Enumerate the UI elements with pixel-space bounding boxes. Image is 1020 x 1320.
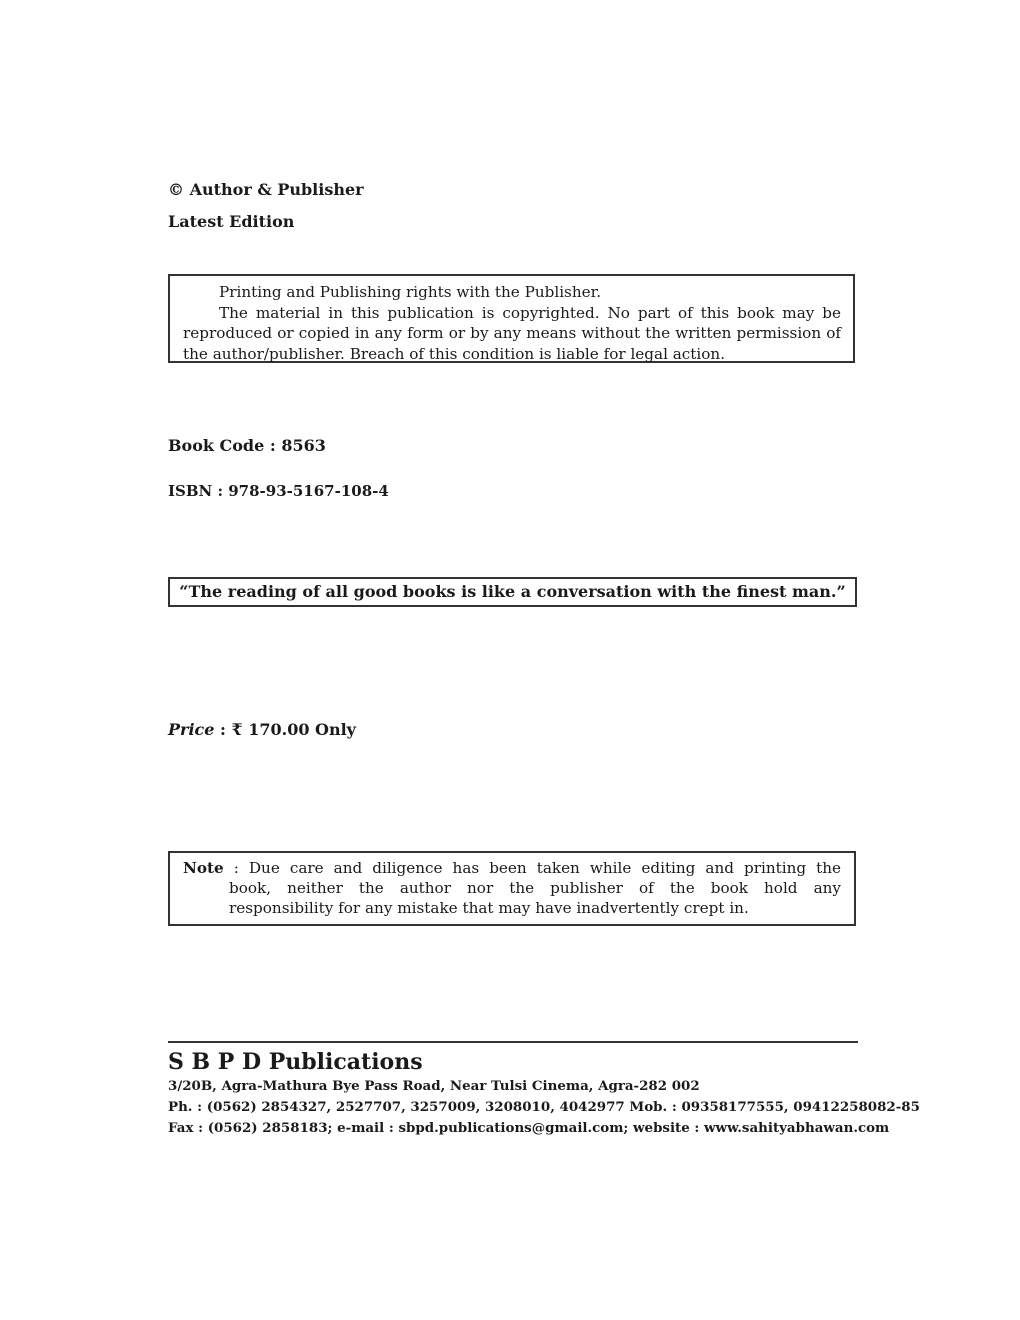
note-line-3: responsibility for any mistake that may have inadvertently crept in. [229, 899, 749, 917]
note-text-1: : Due care and diligence has been taken while editing and printing the [223, 859, 841, 877]
note-label: Note [183, 859, 224, 877]
note-box [168, 851, 856, 926]
footer-divider [168, 1041, 858, 1043]
price-label: Price [168, 720, 215, 739]
rights-line-1: Printing and Publishing rights with the Publisher. [219, 283, 602, 301]
note-line-1 [183, 858, 841, 878]
publisher-address: 3/20B, Agra-Mathura Bye Pass Road, Near Tulsi Cinema, Agra-282 002 [168, 1078, 700, 1094]
edition-line: Latest Edition [168, 212, 295, 231]
quote-box: “The reading of all good books is like a conversation with the finest man.” [168, 577, 857, 607]
publisher-contact: Fax : (0562) 2858183; e-mail : sbpd.publications@gmail.com; website : www.sahityabhawan.com [168, 1120, 890, 1136]
isbn: ISBN : 978-93-5167-108-4 [168, 482, 389, 500]
copyright-line: © Author & Publisher [168, 180, 364, 199]
rights-notice-box [168, 274, 855, 363]
rights-line-2: The material in this publication is copyrighted. No part of this book may be reproduced or copied in any form or by any means without the written permission of the author/publisher. Breach of this condition is liable for legal action. [183, 303, 841, 363]
note-line-2: book, neither the author nor the publisher of the book hold any [229, 879, 841, 897]
price-value: : ₹ 170.00 Only [214, 720, 356, 739]
publisher-phone: Ph. : (0562) 2854327, 2527707, 3257009, 3208010, 4042977 Mob. : 09358177555, 09412258082-85 [168, 1099, 920, 1115]
price-line [168, 720, 356, 739]
publisher-name: S B P D Publications [168, 1049, 423, 1075]
book-code: Book Code : 8563 [168, 436, 326, 455]
